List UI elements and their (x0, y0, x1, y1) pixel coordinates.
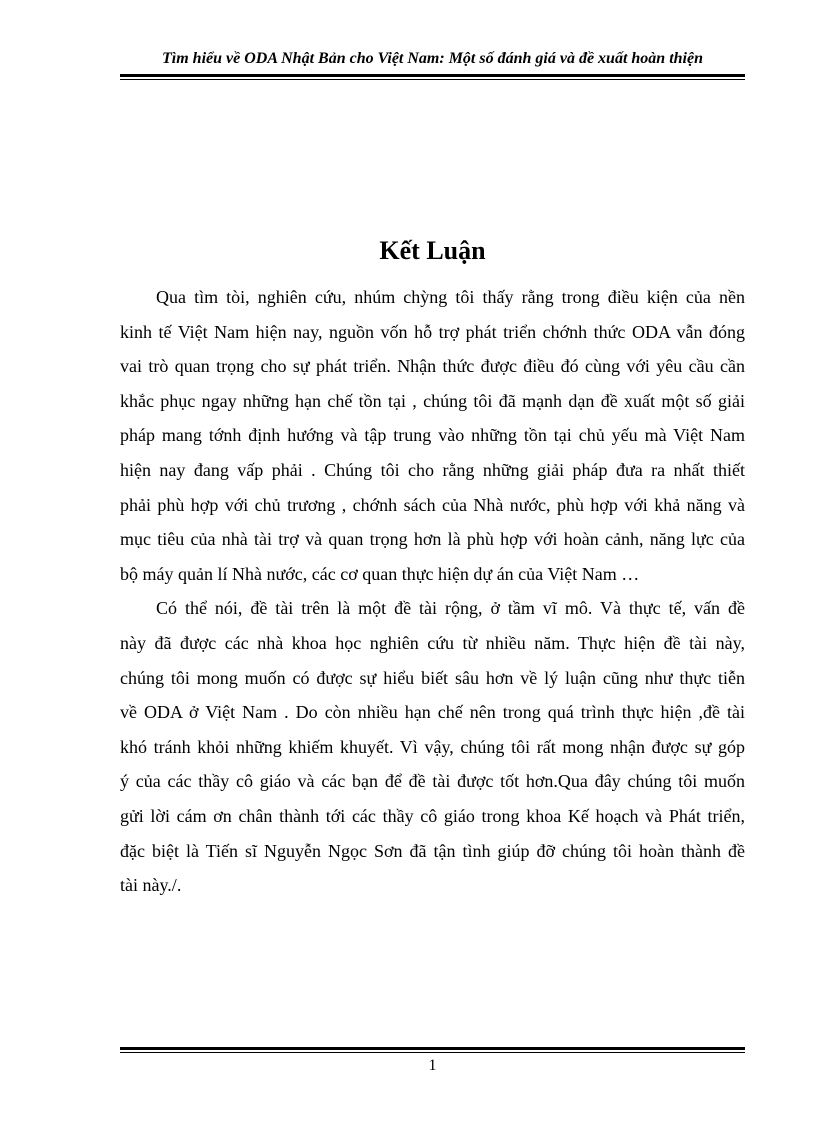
text-line: phải phù hợp với chủ trương , chớnh sách của Nhà nước, phù hợp với khả năng và (120, 494, 745, 515)
text-line: tài này./. (120, 875, 182, 896)
section-heading: Kết Luận (379, 236, 486, 265)
text-line: ý của các thầy cô giáo và các bạn để đề tài được tốt hơn.Qua đây chúng tôi muốn (120, 771, 745, 792)
text-line: hiện nay đang vấp phải . Chúng tôi cho rằng những giải pháp đưa ra nhất thiết (120, 459, 745, 480)
text-line: khắc phục ngay những hạn chế tồn tại , chúng tôi đã mạnh dạn đề xuất một số giải (120, 390, 745, 411)
text-line: chúng tôi mong muốn có được sự hiểu biết sâu hơn về lý luận cũng như thực tiễn (120, 667, 745, 688)
text-line: Có thể nói, đề tài trên là một đề tài rộng, ở tầm vĩ mô. Và thực tế, vấn đề (156, 598, 745, 619)
text-line: gửi lời cám ơn chân thành tới các thầy cô giáo trong khoa Kế hoạch và Phát triển, (120, 805, 745, 826)
running-header-title: Tìm hiểu về ODA Nhật Bản cho Việt Nam: Một số đánh giá và đề xuất hoàn thiện (162, 50, 703, 67)
text-line: đặc biệt là Tiến sĩ Nguyễn Ngọc Sơn đã tận tình giúp đỡ chúng tôi hoàn thành đề (120, 840, 745, 861)
footer-rule-thick (120, 1047, 745, 1050)
text-line: pháp mang tớnh định hướng và tập trung vào những tồn tại chủ yếu mà Việt Nam (120, 425, 745, 446)
text-line: vai trò quan trọng cho sự phát triển. Nhận thức được điều đó cùng với yêu cầu cần (120, 356, 745, 377)
header-rule-thin (120, 79, 745, 80)
paragraph-2 (120, 591, 745, 902)
page-number: 1 (428, 1057, 437, 1074)
body-text (120, 280, 745, 903)
text-line: bộ máy quản lí Nhà nước, các cơ quan thực hiện dự án của Việt Nam … (120, 563, 640, 584)
paragraph-1 (120, 280, 745, 591)
footer-rule-thin (120, 1052, 745, 1053)
text-line: này đã được các nhà khoa học nghiên cứu từ nhiều năm. Thực hiện đề tài này, (120, 632, 745, 653)
text-line: mục tiêu của nhà tài trợ và quan trọng hơn là phù hợp với hoàn cảnh, năng lực của (120, 529, 745, 550)
text-line: khó tránh khỏi những khiếm khuyết. Vì vậy, chúng tôi rất mong nhận được sự góp (120, 736, 745, 757)
text-line: Qua tìm tòi, nghiên cứu, nhúm chỳng tôi thấy rằng trong điều kiện của nền (156, 287, 745, 307)
text-line: về ODA ở Việt Nam . Do còn nhiều hạn chế nên trong quá trình thực hiện ,đề tài (120, 702, 745, 723)
header-rule-thick (120, 74, 745, 77)
text-line: kinh tế Việt Nam hiện nay, nguồn vốn hỗ trợ phát triển chớnh thức ODA vẫn đóng (120, 321, 745, 342)
